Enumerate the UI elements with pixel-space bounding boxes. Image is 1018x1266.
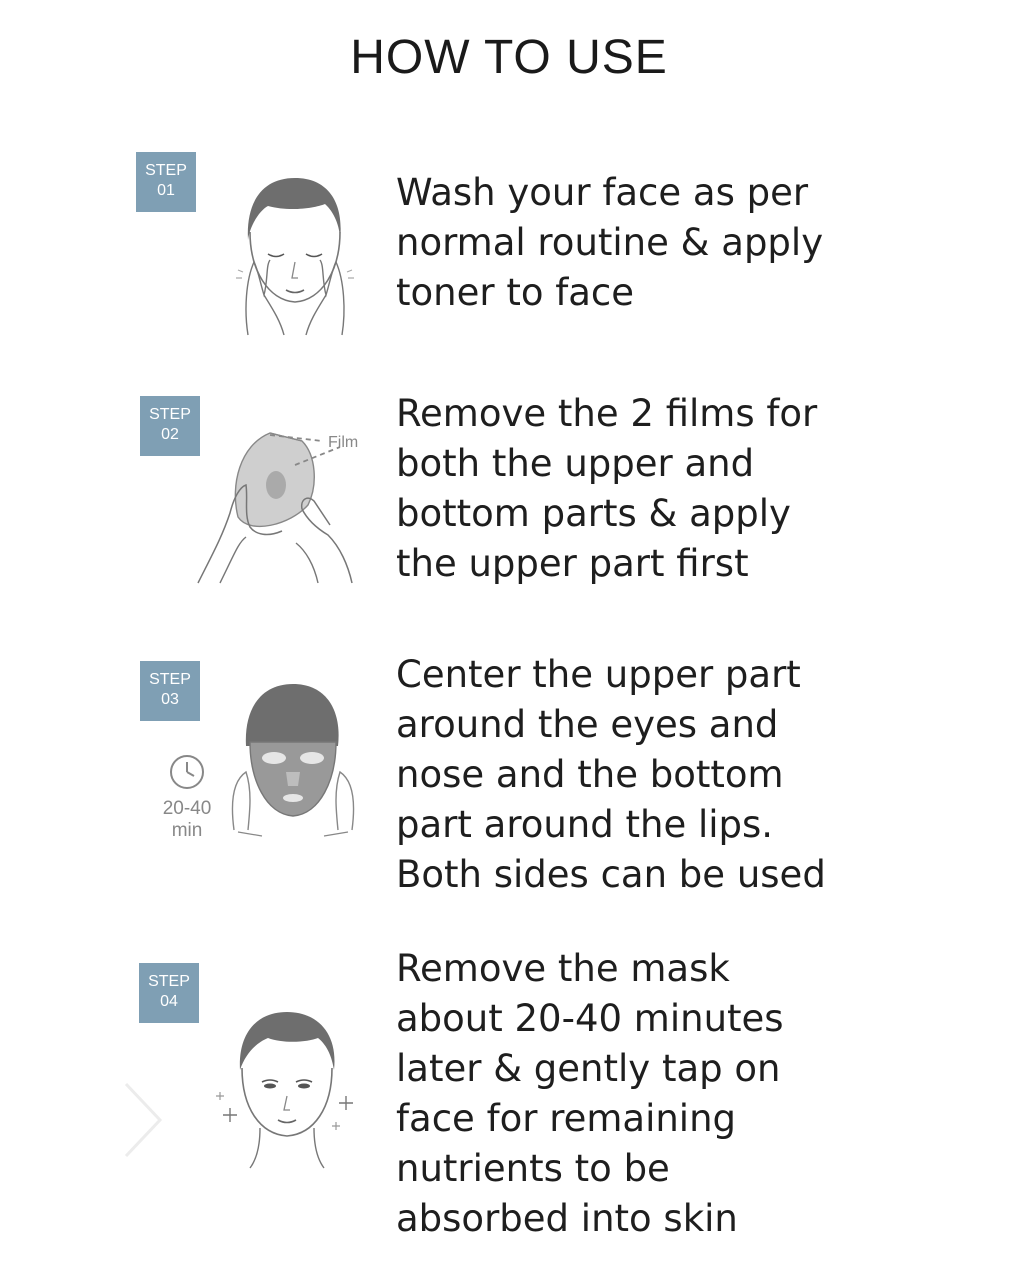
timer-unit: min <box>171 820 203 841</box>
film-label: Film <box>328 434 359 451</box>
mask-on-face-icon <box>228 680 358 840</box>
step-badge-04: STEP 04 <box>139 963 199 1023</box>
remove-film-icon <box>190 425 370 590</box>
step-04-text: Remove the mask about 20-40 minutes later & gently tap on face for remaining nutrients to be absorbed into skin <box>396 947 784 1240</box>
step-03-text: Center the upper part around the eyes and nose and the bottom part around the lips. Both sides can be used <box>396 653 826 896</box>
face-wash-icon <box>230 170 360 340</box>
step-01-text: Wash your face as per normal routine & apply toner to face <box>396 171 824 314</box>
step-badge-02: STEP 02 <box>140 396 200 456</box>
page-title: HOW TO USE <box>350 31 668 84</box>
step-badge-01: STEP 01 <box>136 152 196 212</box>
clock-icon <box>160 752 215 842</box>
timer-value: 20-40 <box>162 798 212 819</box>
step-badge-03: STEP 03 <box>140 661 200 721</box>
radiant-face-icon <box>212 1008 362 1173</box>
step-02-text: Remove the 2 films for both the upper and bottom parts & apply the upper part first <box>396 392 818 585</box>
chevron-right-icon[interactable] <box>120 1080 165 1160</box>
